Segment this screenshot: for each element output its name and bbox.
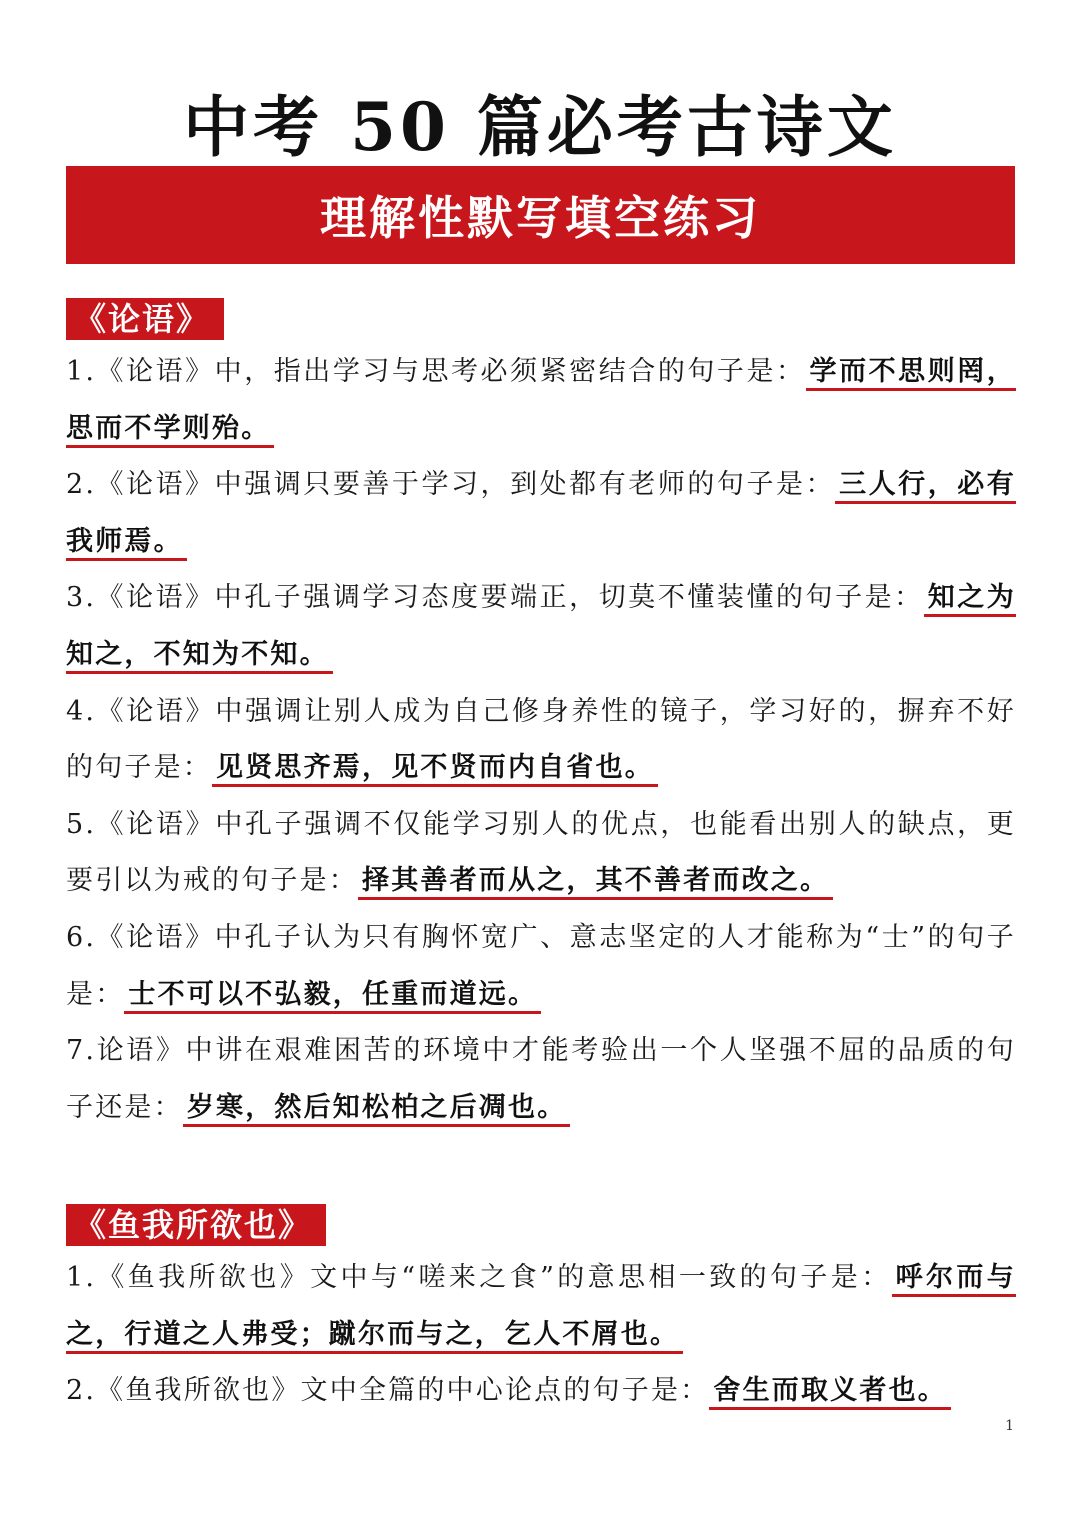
- question-text: 4.《论语》中强调让别人成为自己修身养性的镜子，学习好的，摒弃不好的句子是：: [66, 695, 1016, 784]
- answer-text: 学而不思则罔，思而不学则殆。: [66, 356, 1016, 448]
- section-yuwosuoyuye: [66, 1204, 1016, 1420]
- question-item: [66, 684, 1016, 797]
- question-text: 7.论语》中讲在艰难困苦的环境中才能考验出一个人坚强不屈的品质的句子还是：: [66, 1035, 1016, 1123]
- question-text: 1.《鱼我所欲也》文中与“嗟来之食”的意思相一致的句子是：: [66, 1262, 892, 1293]
- section-tag: 《鱼我所欲也》: [66, 1204, 326, 1246]
- question-item: [66, 570, 1016, 683]
- answer-text: 士不可以不弘毅，任重而道远。: [124, 979, 541, 1014]
- question-item: [66, 1023, 1016, 1136]
- subtitle-banner: [66, 166, 1015, 264]
- question-item: [66, 1363, 1016, 1420]
- answer-text: 择其善者而从之，其不善者而改之。: [358, 865, 833, 900]
- question-text: 2.《鱼我所欲也》文中全篇的中心论点的句子是：: [66, 1375, 710, 1407]
- question-text: 6.《论语》中孔子认为只有胸怀宽广、意志坚定的人才能称为“士”的句子是：: [66, 921, 1016, 1010]
- question-text: 5.《论语》中孔子强调不仅能学习别人的优点，也能看出别人的缺点，更要引以为戒的句子是：: [66, 808, 1016, 897]
- question-text: 3.《论语》中孔子强调学习态度要端正，切莫不懂装懂的句子是：: [66, 582, 924, 614]
- question-item: [66, 344, 1016, 457]
- question-item: [66, 1250, 1016, 1363]
- page-title: 中考 50 篇必考古诗文: [183, 88, 897, 166]
- answer-text: 三人行，必有我师焉。: [66, 469, 1016, 561]
- answer-text: 知之为知之，不知为不知。: [66, 582, 1016, 674]
- page-number: 1: [1005, 1418, 1014, 1434]
- answer-text: 舍生而取义者也。: [709, 1375, 951, 1410]
- question-item: [66, 457, 1016, 570]
- section-lunyu: [66, 298, 1016, 1136]
- answer-text: 见贤思齐焉，见不贤而内自省也。: [212, 752, 658, 787]
- question-item: [66, 910, 1016, 1023]
- question-item: [66, 797, 1016, 910]
- answer-text: 岁寒，然后知松柏之后凋也。: [183, 1092, 571, 1127]
- question-text: 2.《论语》中强调只要善于学习，到处都有老师的句子是：: [66, 469, 836, 501]
- question-text: 1.《论语》中，指出学习与思考必须紧密结合的句子是：: [66, 356, 806, 387]
- banner-text: 理解性默写填空练习: [320, 191, 761, 245]
- answer-text: 呼尔而与之，行道之人弗受；蹴尔而与之，乞人不屑也。: [66, 1262, 1016, 1354]
- section-tag: 《论语》: [66, 298, 224, 340]
